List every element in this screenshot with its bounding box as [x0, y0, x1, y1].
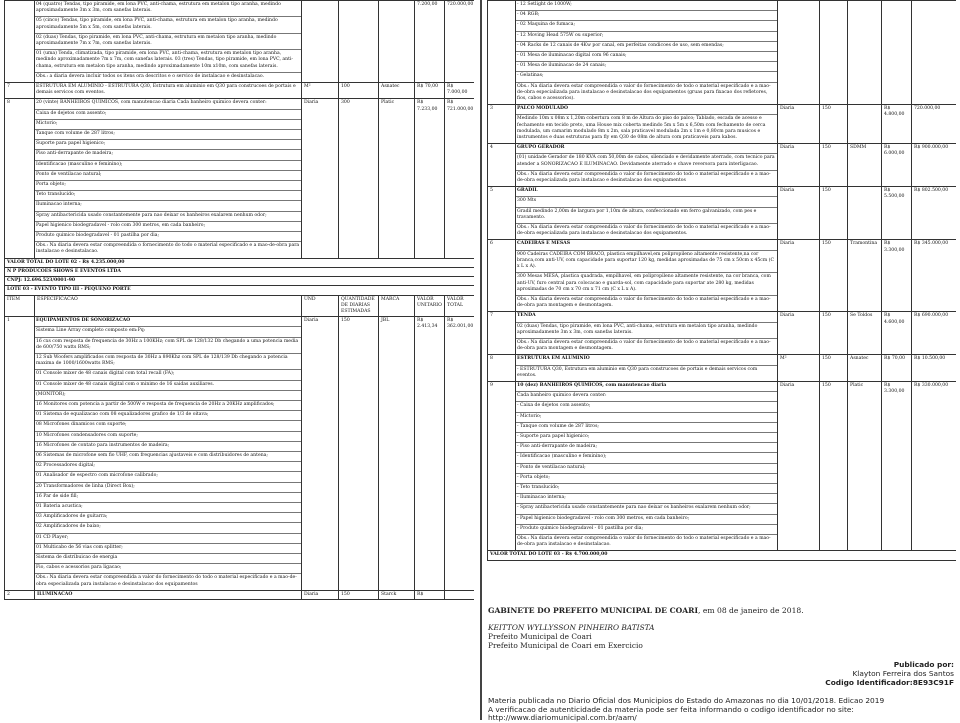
item-spec-line: - Piso anti-derrapante de madeira;	[516, 443, 777, 453]
item-spec-line: 01 Bateria acustica;	[35, 503, 301, 513]
item-total-price: R$ 362.001,00	[445, 317, 475, 591]
item-spec-line: Caixa de dejetos com assento;	[35, 110, 301, 120]
item-spec-line: 01 Sistema de equalizacao com 08 equalizadores grafico de 1/3 de oitava;	[35, 411, 301, 421]
item-number: 5	[488, 187, 516, 240]
item-spec-line: - Teto translucido;	[516, 484, 777, 494]
item-spec-line: - 01 Mesa de iluminacao de 24 canais;	[516, 62, 777, 72]
item-number	[5, 1, 35, 83]
item-spec-line: - ESTRUTURA Q30, Estrutura em aluminio em Q30 para construcoes de portais e demais servicos com eventos.	[517, 366, 758, 378]
item-spec-line: - Caixa de dejetos com assento;	[516, 402, 777, 412]
right-column	[487, 0, 956, 602]
table-header-row	[5, 295, 475, 317]
item-number: 3	[488, 105, 516, 144]
verification-note: A verificacao de autenticidade da materia pode ser feita informando o codigo identificador no site:	[488, 704, 854, 714]
item-spec-line: Sistema Line Array completo composto em:Pq:	[35, 327, 301, 337]
item-spec-line: Teto translucido;	[35, 191, 301, 201]
item-number: 8	[488, 355, 516, 382]
item-number: 2	[5, 590, 35, 599]
item-brand	[848, 105, 882, 144]
item-spec-line: Obs.: Na diaria devera estar compreendida a valor do fornecimento do todo o material especificado e a mao-de-obra especializada para instalacao e desinstalacao dos equipamentos	[36, 575, 297, 587]
item-unit-price: R$ 7.233,00	[415, 99, 445, 258]
lot-2-rows	[5, 1, 475, 259]
item-unit: M²	[778, 355, 820, 382]
item-spec-line: Obs.: Na diaria devera estar compreendida o valor do fornecimento do todo o material especificado e a mao-de-obra especializada para instalacao e desinstalacao dos equipamentos	[517, 171, 771, 184]
item-quantity: 150	[339, 317, 379, 591]
item-total-price: R$ 345.000,00	[912, 240, 957, 312]
item-total-price: R$ 330.000,00	[912, 381, 957, 550]
item-description	[516, 355, 778, 382]
item-unit-price: R$ 3.300,00	[882, 240, 912, 312]
table-row	[488, 240, 957, 312]
header-total-value: VALOR TOTAL	[445, 295, 475, 317]
gabinete-line: GABINETE DO PREFEITO MUNICIPAL DE COARI, em 08 de janeiro de 2018.	[488, 606, 804, 615]
item-brand	[379, 1, 415, 83]
item-unit	[302, 1, 339, 83]
item-brand: JBL	[379, 317, 415, 591]
item-unit-price: R$ 4.600,00	[882, 312, 912, 355]
item-description	[35, 99, 302, 258]
item-spec-line: 16 cxs com resposta de frequencia de 30Hz a 100KHz; com SPL de 128/132 Db chegando a uma potencia media de 600/750 watts RMS;	[35, 338, 301, 354]
item-spec-line: Obs.: Na diaria devera estar compreendida o valor do fornecimento de todo o material especificado e a mao-de-obra especializada para instalacao e desinstalacao dos equipamentos (gruas para fixacao dos refletores, fios, cabos e acessorios).	[517, 83, 771, 102]
item-spec-line: 20 Transformadores de linha (Direct Box);	[35, 483, 301, 493]
signer-role: Prefeito Municipal de Coari	[488, 632, 592, 641]
item-spec-line: 10 Microfones condensadores com suporte;	[35, 432, 301, 442]
item-spec-line: Tanque com volume de 287 litros;	[35, 130, 301, 140]
item-number: 8	[5, 99, 35, 258]
header-und: UND	[302, 295, 339, 317]
item-unit: Diaria	[302, 317, 339, 591]
item-spec-line: 03 Amplificadores de guitarra;	[35, 513, 301, 523]
item-unit: Diaria	[302, 590, 339, 599]
item-unit-price: 7.200,00	[415, 1, 445, 83]
item-brand: Platic	[379, 99, 415, 258]
lot-3-title: LOTE 03 - EVENTO TIPO III - PEQUENO PORTE	[5, 286, 475, 295]
item-unit: Diaria	[778, 381, 820, 550]
item-total-price: R$ 900.000,00	[912, 144, 957, 187]
item-spec-line: - 04 Racks de 12 canais de 4Kw por canal, em perfeitas condicoes de uso, sem emendas;	[516, 42, 777, 52]
item-unit-price: R$ 3.300,00	[882, 381, 912, 550]
lot-3-table-continued	[487, 0, 956, 561]
item-total-price: R$ 7.000,00	[445, 83, 475, 99]
item-spec-line: (MONITOR);	[35, 391, 301, 401]
item-unit-price: R$ 2.413,34	[415, 317, 445, 591]
item-total-price: 720.000,00	[445, 1, 475, 83]
item-spec-line: 02 Processadores digital;	[35, 462, 301, 472]
item-quantity: 100	[339, 83, 379, 99]
lot-3-rows	[488, 105, 957, 382]
signature-block	[488, 604, 954, 723]
item-quantity	[339, 1, 379, 83]
item-quantity: 150	[820, 312, 848, 355]
item-spec-line: Papel higienico biodegradavel - rolo com 300 metros, em cada banheiro;	[35, 222, 301, 232]
item-spec-line: Porta objeto;	[35, 181, 301, 191]
item-spec-list	[516, 382, 777, 550]
item-description	[35, 83, 302, 99]
item-spec-list	[516, 1, 777, 104]
item-total-price: R$ 690.000,00	[912, 312, 957, 355]
item-spec-line: 02 (duas) Tendas, tipo piramide, em lona PVC, anti-chama, estrutura em metalon tipo aranha, medindo aproximadamente 7m x 7m, com sanefas laterais.	[35, 34, 301, 50]
item-title: GRUPO GERADOR	[516, 144, 777, 154]
item-spec-line: 01 Console mixer de 48 canais digital com o minimo de 16 saidas auxiliares.	[35, 381, 301, 391]
item-unit: Diaria	[778, 144, 820, 187]
item-spec-line: 12 Sub Woofers amplificados com resposta de 30Hz a 890Khz com SPL de 128/139 Db chegando a potencia maxima de 1000/1600watts RMS;	[35, 354, 301, 370]
table-row	[5, 83, 475, 99]
item-spec-line: - 02 Maquina de fumaca;	[516, 21, 777, 31]
item-brand: Asnatec	[848, 355, 882, 382]
lot-2-total: VALOR TOTAL DO LOTE 02 - R$ 4.235.000,00	[5, 258, 475, 267]
item-spec-line: Obs.: a diaria devera incluir todos os itens ora descritos e o servico de instalacao e desinstalacao.	[36, 73, 265, 79]
item-spec-line: Sistema de distribuicao de energia	[35, 554, 301, 564]
item-unit-price: R$ 6.000,00	[882, 144, 912, 187]
publication-date-note: Materia publicada no Diario Oficial dos Municipios do Estado do Amazonas no dia 10/01/2018. Edicao 2019	[488, 696, 885, 705]
item-unit: M²	[302, 83, 339, 99]
item-spec-line: Obs.: Na diaria devera estar compreendida o valor do fornecimento de todo o material especificado e a mao-de-obra para montagem e desmontagem.	[517, 339, 771, 352]
item-unit: Diaria	[778, 240, 820, 312]
item-spec-line: 01 Multicabo de 56 vias com splitter;	[35, 544, 301, 554]
table-row-lighting-continued	[488, 1, 957, 105]
publication-note	[488, 697, 954, 723]
item-unit: Diaria	[778, 312, 820, 355]
company-cnpj: CNPJ: 12.696.523/0001-90	[5, 277, 475, 286]
item-spec-line: 20 (vinte) BANHEIROS QUIMICOS, com manutencao diaria Cada banheiro quimico devera conter:	[35, 99, 301, 109]
item-description	[516, 312, 778, 355]
item-number: 6	[488, 240, 516, 312]
item-spec-line: (01) unidade Gerador de 180 KVA com 50,00m de cabos, silenciado e devidamente aterrado, com tecnico para atender a SONORIZACAO E ILUMINACAO. Devidamente aterrado e chave reversora para interligacao.	[516, 154, 777, 170]
item-spec-line: 01 Console mixer de 48 canais digital com total recall (FA);	[35, 370, 301, 380]
item-spec-line: ESTRUTURA EM ALUMINIO - ESTRUTURA Q30, Estrutura em aluminio em Q30 para construcoes de portais e demais servicos com eventos.	[36, 84, 296, 96]
item-number: 7	[488, 312, 516, 355]
table-row	[488, 144, 957, 187]
item-spec-line: Iluminacao interna;	[35, 201, 301, 211]
item-spec-line: - Suporte para papel higienico;	[516, 433, 777, 443]
item-spec-line: 01 (uma) Tenda, climatizada, tipo piramide, em lona PVC, anti-chama, estrutura em metalon tipo aranha, medindo aproximadamente 7m x 7m, com sanefas laterais. 03 (tres) Tendas, tipo piramide, em lona PVC, anti-chama, estrutura em metalon tipo aranha, medindo aproximadamente 10m x10m, com sanefas laterais.	[35, 50, 301, 73]
header-qty: QUANTIDADE DE DIARIAS ESTIMADAS	[339, 295, 379, 317]
item-quantity: 150	[339, 590, 379, 599]
item-brand	[848, 187, 882, 240]
table-row-toilets	[488, 381, 957, 550]
item-total-price: R$ 802.500,00	[912, 187, 957, 240]
item-number: 1	[5, 317, 35, 591]
item-spec-line: Spray antibactericida usado constantemente para nao deixar os banheiros exalarem nenhum odor;	[35, 212, 301, 222]
item-description	[35, 317, 302, 591]
item-unit: Diaria	[302, 99, 339, 258]
table-row-sound	[5, 317, 475, 591]
item-unit-price: R$ 70,00	[882, 355, 912, 382]
item-spec-line: - Gelatinas;	[516, 72, 777, 82]
item-quantity: 300	[339, 99, 379, 258]
item-number: 9	[488, 381, 516, 550]
item-unit-price: R$	[415, 590, 445, 599]
item-quantity: 150	[820, 144, 848, 187]
item-spec-line: Obs.: Na diaria devera estar compreendida o fornecimento do todo o material especificado e a mao-de-obra para instalacao e desinstalacao.	[36, 243, 300, 255]
header-brand: MARCA	[379, 295, 415, 317]
item-description	[516, 1, 778, 105]
item-spec-line: - 12 Moving Head 575W ou superior;	[516, 32, 777, 42]
item-spec-line: 01 Analisador de espectro com microfone calibrado;	[35, 472, 301, 482]
item-unit-price: R$ 70,00	[415, 83, 445, 99]
table-row	[5, 1, 475, 83]
item-spec-line: Cada banheiro quimico devera conter:	[516, 392, 777, 402]
item-spec-line: 04 (quatro) Tendas, tipo piramide, em lona PVC, anti-chama, estrutura em metalon tipo aranha, medindo aproximadamente 3m x 3m, com sanefas laterais.	[35, 1, 301, 17]
item-spec-line: 05 (cinco) Tendas, tipo piramide, em lona PVC, anti-chama, estrutura em metalon tipo aranha, medindo aproximadamente 5m x 5m, com sanefas laterais.	[35, 17, 301, 33]
table-row	[488, 355, 957, 382]
item-title: PALCO MODULADO	[516, 105, 777, 115]
item-spec-line: Piso anti-derrapante de madeira;	[35, 150, 301, 160]
identifier-code: Codigo Identificador:8E93C91F	[825, 678, 954, 687]
item-spec-line: 02 (duas) Tendas, tipo piramide, em lona PVC, anti-chama, estrutura em metalon tipo aranha, medindo aproximadamente 3m x 3m, com sanefas laterais.	[516, 323, 777, 339]
item-description	[516, 105, 778, 144]
item-unit-price: R$ 4.800,00	[882, 105, 912, 144]
item-quantity: 150	[820, 381, 848, 550]
item-spec-line: Obs.: Na diaria devera estar compreendida o valor do fornecimento de todo o material especificado e a mao-de-obra especializada para instalacao e desinstalacao dos equipamentos.	[517, 225, 771, 237]
item-spec-line: Ponto de ventilacao natural;	[35, 171, 301, 181]
item-title: CADEIRAS E MESAS	[516, 240, 777, 250]
item-spec-line: 02 Amplificadores de baixo;	[35, 523, 301, 533]
item-quantity: 150	[820, 240, 848, 312]
item-number: 4	[488, 144, 516, 187]
item-title: GRADIL	[516, 187, 777, 197]
item-spec-line: Mictorio;	[35, 120, 301, 130]
item-quantity: 150	[820, 187, 848, 240]
header-spec: ESPECIFICACAO	[35, 295, 302, 317]
signer-name: KEITTON WYLLYSSON PINHEIRO BATISTA	[488, 623, 655, 632]
item-spec-line: - Porta objeto;	[516, 474, 777, 484]
item-description	[516, 144, 778, 187]
item-spec-line: Suporte para papel higienico;	[35, 140, 301, 150]
item-brand: SDMM	[848, 144, 882, 187]
item-title: TENDA	[516, 312, 777, 322]
item-spec-line: Gradil medindo 2,00m de largura por 1,10m de altura, confeccionado em ferro galvanizado, com pes e travamento.	[516, 208, 777, 224]
signer-role-exercicio: Prefeito Municipal de Coari em Exercicio	[488, 641, 643, 650]
item-spec-line: - Papel higienico biodegradavel - rolo com 300 metros, em cada banheiro;	[516, 515, 777, 525]
item-spec-line: Identificacao (masculino e feminino);	[35, 161, 301, 171]
table-row-lighting	[5, 590, 475, 599]
item-spec-line: 10 (dez) BANHEIROS QUIMICOS, com manutencao diaria	[516, 382, 777, 392]
item-spec-line: - Spray antibactericida usado constantemente para nao deixar os banheiros exalarem nenhum odor;	[516, 504, 777, 514]
item-spec-line: Obs.: Na diaria devera estar compreendida o valor do fornecimento do todo o material especificado e a mao-de-obra para instalacao e desinstalacao.	[517, 535, 771, 548]
table-row	[488, 105, 957, 144]
header-unit-value: VALOR UNITARIO	[415, 295, 445, 317]
item-spec-line: 300 Mesas MESA, plastica quadrada, empilhavel, em polipropileno altamente resistente, na cor branca, com anti-UV, furo central para colocacao e guarda-sol, com capacidade para suportar ate 280 kg, medidas aproximadas de 70 cm x 70 cm x 71 cm (C x L x A).	[516, 273, 777, 296]
item-spec-line: 900 Cadeiras CADEIRA COM BRACO, plastica empilhavel,em polipropileno altamente resistente,na cor branca,com anti-UV, com capacidade para suportar 120 kg, medidas aproximadas de 75 cm x 50cm x 45cm (C x L x A).	[516, 251, 777, 274]
item-brand: Se Toldos	[848, 312, 882, 355]
company-name: N P PRODUCOES SHOWS E EVENTOS LTDA	[5, 267, 475, 276]
item-title: ILUMINACAO	[35, 590, 302, 599]
item-title: EQUIPAMENTOS DE SONORIZACAO	[35, 317, 301, 327]
verification-link[interactable]: http://www.diariomunicipal.com.br/aam/	[488, 713, 637, 723]
item-total-price: 720.000,00	[912, 105, 957, 144]
item-quantity: 150	[820, 355, 848, 382]
item-spec-line: 01 CD Player;	[35, 534, 301, 544]
item-spec-line: 16 Microfones de contato para instrumentos de madeira;	[35, 442, 301, 452]
item-spec-line: 16 Par de side fill;	[35, 493, 301, 503]
item-spec-line: - Mictorio;	[516, 413, 777, 423]
table-row	[488, 312, 957, 355]
item-spec-line: - Tanque com volume de 287 litros;	[516, 423, 777, 433]
left-column	[4, 0, 474, 720]
item-spec-line: - 04 RGB;	[516, 11, 777, 21]
item-quantity: 150	[820, 105, 848, 144]
item-total-price	[445, 590, 475, 599]
item-spec-list	[35, 327, 301, 589]
item-unit: Diaria	[778, 105, 820, 144]
lot-3-total: VALOR TOTAL DO LOTE 03 - R$ 4.700.000,00	[488, 551, 957, 560]
item-unit: Diaria	[778, 187, 820, 240]
item-spec-line: 16 Monitores com potencia a partir de 500W e resposta de frequencia de 20Hz a 20KHz amplificados;	[35, 401, 301, 411]
item-spec-line: - 12 Setlight de 1000W;	[516, 1, 777, 11]
item-spec-line: - Produto quimico biodegradavel - 01 pastilha por dia;	[516, 525, 777, 535]
item-spec-line: 300 Mts	[516, 197, 777, 207]
publisher-name: Klayton Ferreira dos Santos	[852, 669, 954, 678]
item-unit-price: R$ 5.500,00	[882, 187, 912, 240]
item-spec-line: Obs.: Na diaria devera estar compreendida o valor do fornecimento do todo o material especificado e a mao-de-obra para montagem e desmontagem.	[517, 296, 771, 309]
item-brand: Tramontina	[848, 240, 882, 312]
item-brand: Platic	[848, 381, 882, 550]
item-description	[516, 187, 778, 240]
item-spec-line: Fio, cabos e acessorios para ligacao;	[35, 564, 301, 574]
table-row	[5, 99, 475, 258]
table-row	[488, 187, 957, 240]
page-column-divider	[480, 0, 482, 720]
lot-2-table	[4, 0, 474, 600]
item-brand: Asnatec	[379, 83, 415, 99]
item-spec-line: 06 Sistemas de microfone sem fio UHF, com frequencias ajustaveis e com distribuidores de antena;	[35, 452, 301, 462]
item-description	[35, 1, 302, 83]
item-description	[516, 240, 778, 312]
item-title: ESTRUTURA EM ALUMINIO	[516, 355, 777, 365]
header-item: ITEM	[5, 295, 35, 317]
item-total-price: R$ 10.500,00	[912, 355, 957, 382]
item-spec-line: - 01 Mesa de iluminacao digital com 96 canais;	[516, 52, 777, 62]
item-description	[516, 381, 778, 550]
item-spec-line: - Identificacao (masculino e feminino);	[516, 453, 777, 463]
item-brand: Starck	[379, 590, 415, 599]
item-spec-line: 08 Microfones dinamicos com suporte;	[35, 421, 301, 431]
item-spec-line: - Iluminacao interna;	[516, 494, 777, 504]
item-spec-line: - Ponto de ventilacao natural;	[516, 464, 777, 474]
item-spec-line: Produto quimico biodegradavel - 01 pastilha por dia;	[35, 232, 301, 242]
published-by-label: Publicado por:	[893, 660, 954, 669]
item-total-price: R$ 721.000,00	[445, 99, 475, 258]
item-spec-line: Medindo 10m x 08m x 1,20m cobertura com 8 m de Altura do piso do palco; Tablado, escada de acesso e fechamento em tecido preto, uma House mix coberta medindo 5m x 5m x 6,50m com fechamento de cerca modulada, um camarim modulado 8m x 2m, sala praticavel modulada 2m x 1m e 0,80cm para musicos e instrumentos e duas estruturas para fly em Q30 de 08m de altura com praticaveis para kabos.	[517, 116, 766, 141]
item-number: 7	[5, 83, 35, 99]
